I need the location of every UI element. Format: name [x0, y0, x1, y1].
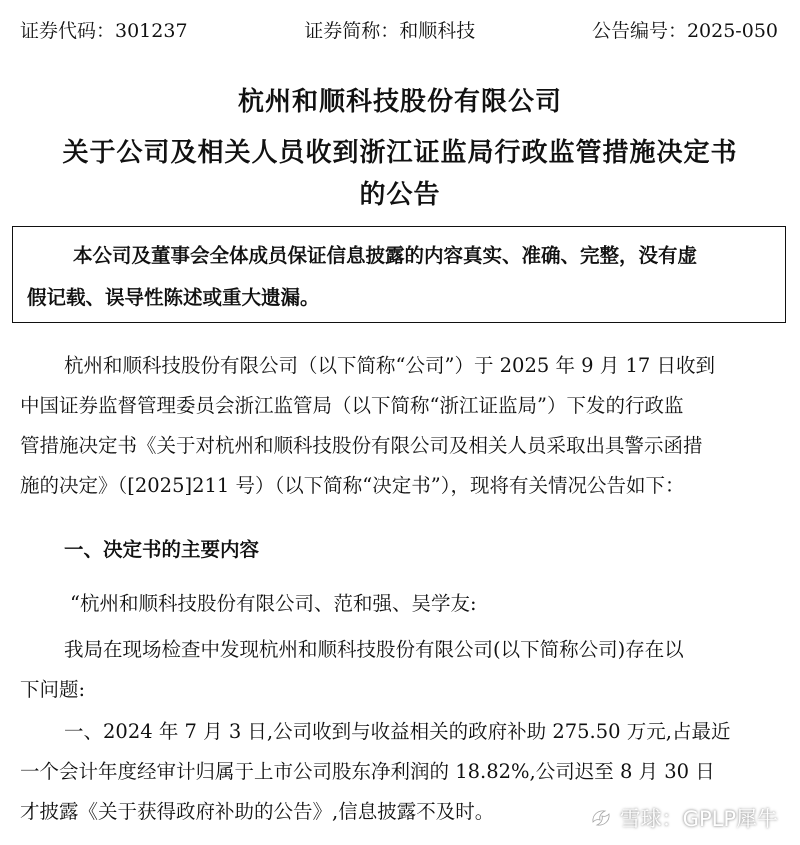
stock-code: 证券代码：301237: [20, 20, 188, 42]
title-subject: 关于公司及相关人员收到浙江证监局行政监管措施决定书: [62, 138, 738, 168]
section-heading: 一、决定书的主要内容: [64, 538, 260, 561]
intro-paragraph: [20, 346, 780, 506]
title-suffix: 的公告: [359, 180, 441, 210]
stock-abbreviation: 证券简称：和顺科技: [304, 20, 476, 42]
document-header: [20, 18, 778, 44]
finding-line-2: 下问题:: [20, 678, 86, 701]
disclosure-line-1: 本公司及董事会全体成员保证信息披露的内容真实、准确、完整，没有虚: [73, 244, 698, 267]
issue-one-line-2: 一个会计年度经审计归属于上市公司股东净利润的 18.82%,公司迟至 8 月 30 日: [20, 760, 715, 783]
finding-paragraph: [20, 630, 780, 710]
watermark-text: 雪球：GPLP犀牛: [619, 807, 778, 831]
disclosure-statement-box: [12, 226, 786, 323]
watermark: [588, 803, 778, 833]
title-company: 杭州和顺科技股份有限公司: [237, 87, 562, 117]
quote-line-1: “杭州和顺科技股份有限公司、范和强、吴学友:: [70, 592, 477, 615]
intro-line-3: 管措施决定书《关于对杭州和顺科技股份有限公司及相关人员采取出具警示函措: [20, 434, 703, 457]
issue-one-line-1: 一、2024 年 7 月 3 日,公司收到与收益相关的政府补助 275.50 万元,占最近: [64, 720, 731, 743]
intro-line-1: 杭州和顺科技股份有限公司（以下简称“公司”）于 2025 年 9 月 17 日收到: [64, 354, 715, 377]
issue-one-line-3: 才披露《关于获得政府补助的公告》,信息披露不及时。: [20, 800, 495, 823]
intro-line-2: 中国证券监督管理委员会浙江监管局（以下简称“浙江证监局”）下发的行政监: [20, 394, 684, 417]
disclosure-line-2: 假记载、误导性陈述或重大遗漏。: [27, 286, 320, 309]
quote-paragraph: [20, 584, 780, 624]
finding-line-1: 我局在现场检查中发现杭州和顺科技股份有限公司(以下简称公司)存在以: [64, 638, 684, 661]
intro-line-4: 施的决定》（[2025]211 号）（以下简称“决定书”），现将有关情况公告如下：: [20, 474, 685, 497]
notice-number: 公告编号：2025-050: [591, 20, 778, 42]
snowball-icon: [588, 805, 614, 831]
